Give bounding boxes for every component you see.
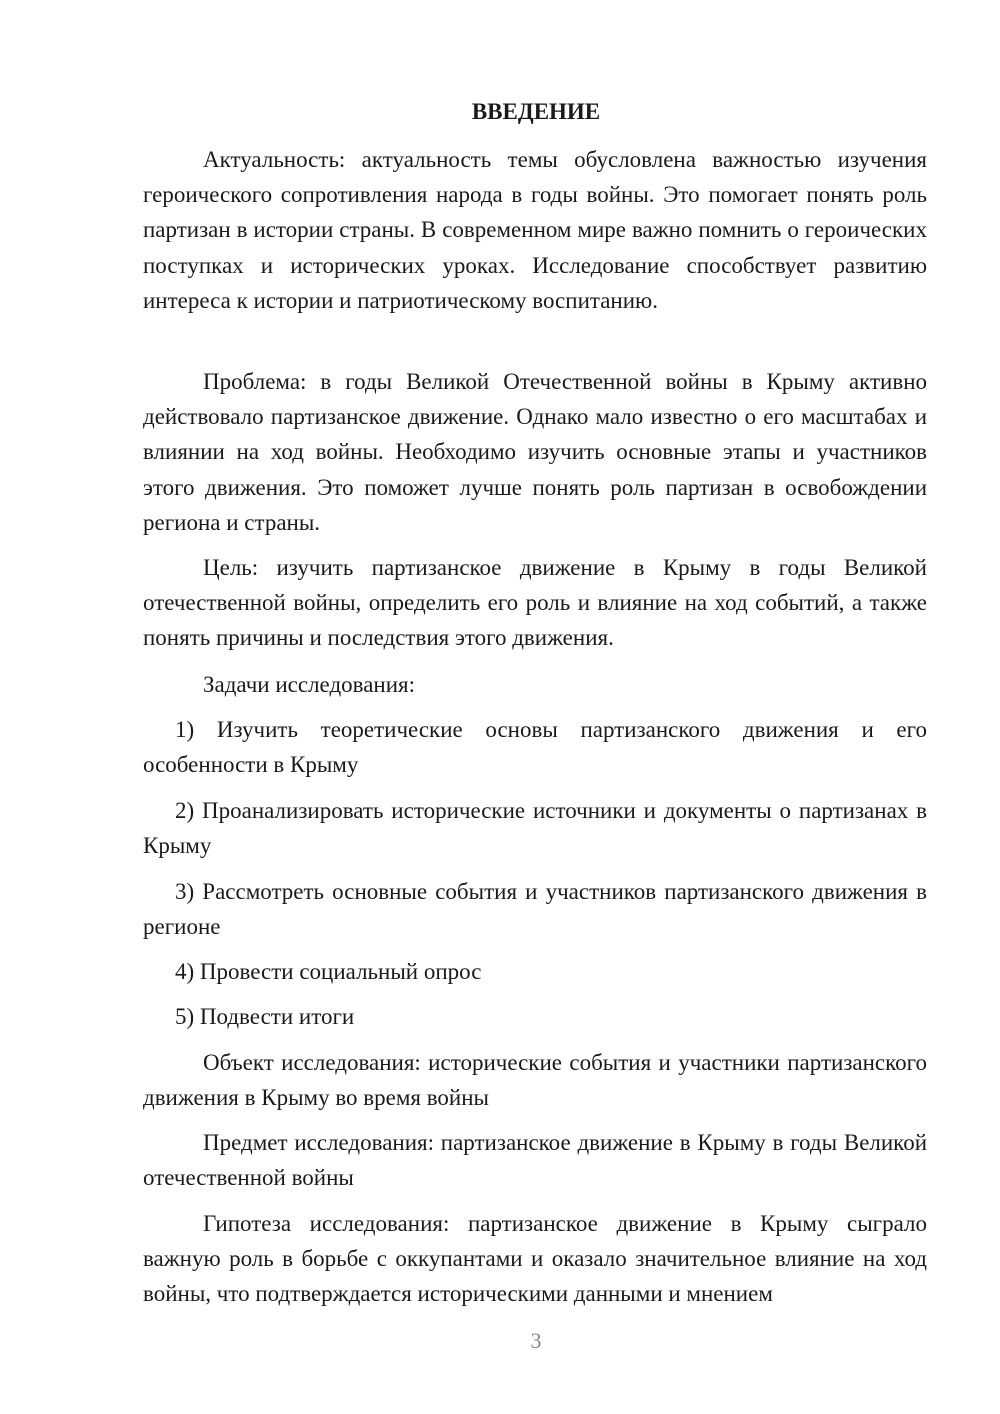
task-item-2: 2) Проанализировать исторические источники и документы о партизанах в Крыму	[143, 798, 927, 859]
hypothesis-paragraph: Гипотеза исследования: партизанское движение в Крыму сыграло важную роль в борьбе с оккупантами и оказало значительное влияние на ход войны, что подтверждается историческими данными и мнением	[143, 1211, 927, 1307]
task-item-3: 3) Рассмотреть основные события и участников партизанского движения в регионе	[143, 879, 927, 940]
relevance-paragraph: Актуальность: актуальность темы обусловлена важностью изучения героического сопротивления народа в годы войны. Это помогает понять роль партизан в истории страны. В современном мире важно помнить о героических поступках и исторических уроках. Исследование способствует развитию интереса к истории и патриотическому воспитанию.	[143, 147, 927, 313]
page-number: 3	[530, 1328, 542, 1353]
tasks-heading: Задачи исследования:	[203, 672, 416, 697]
problem-paragraph: Проблема: в годы Великой Отечественной войны в Крыму активно действовало партизанское движение. Однако мало известно о его масштабах и влиянии на ход войны. Необходимо изучить основные этапы и участников этого движения. Это поможет лучше понять роль партизан в освобождении региона и страны.	[143, 369, 927, 535]
task-item-1: 1) Изучить теоретические основы партизанского движения и его особенности в Крыму	[143, 717, 927, 778]
subject-paragraph: Предмет исследования: партизанское движение в Крыму в годы Великой отечественной войны	[143, 1130, 927, 1191]
object-paragraph: Объект исследования: исторические события и участники партизанского движения в Крыму во время войны	[143, 1050, 927, 1111]
task-item-5: 5) Подвести итоги	[175, 1004, 355, 1029]
task-item-4: 4) Провести социальный опрос	[175, 959, 482, 984]
page-title: ВВЕДЕНИЕ	[471, 99, 601, 124]
goal-paragraph: Цель: изучить партизанское движение в Крыму в годы Великой отечественной войны, определить его роль и влияние на ход событий, а также понять причины и последствия этого движения.	[143, 555, 927, 651]
